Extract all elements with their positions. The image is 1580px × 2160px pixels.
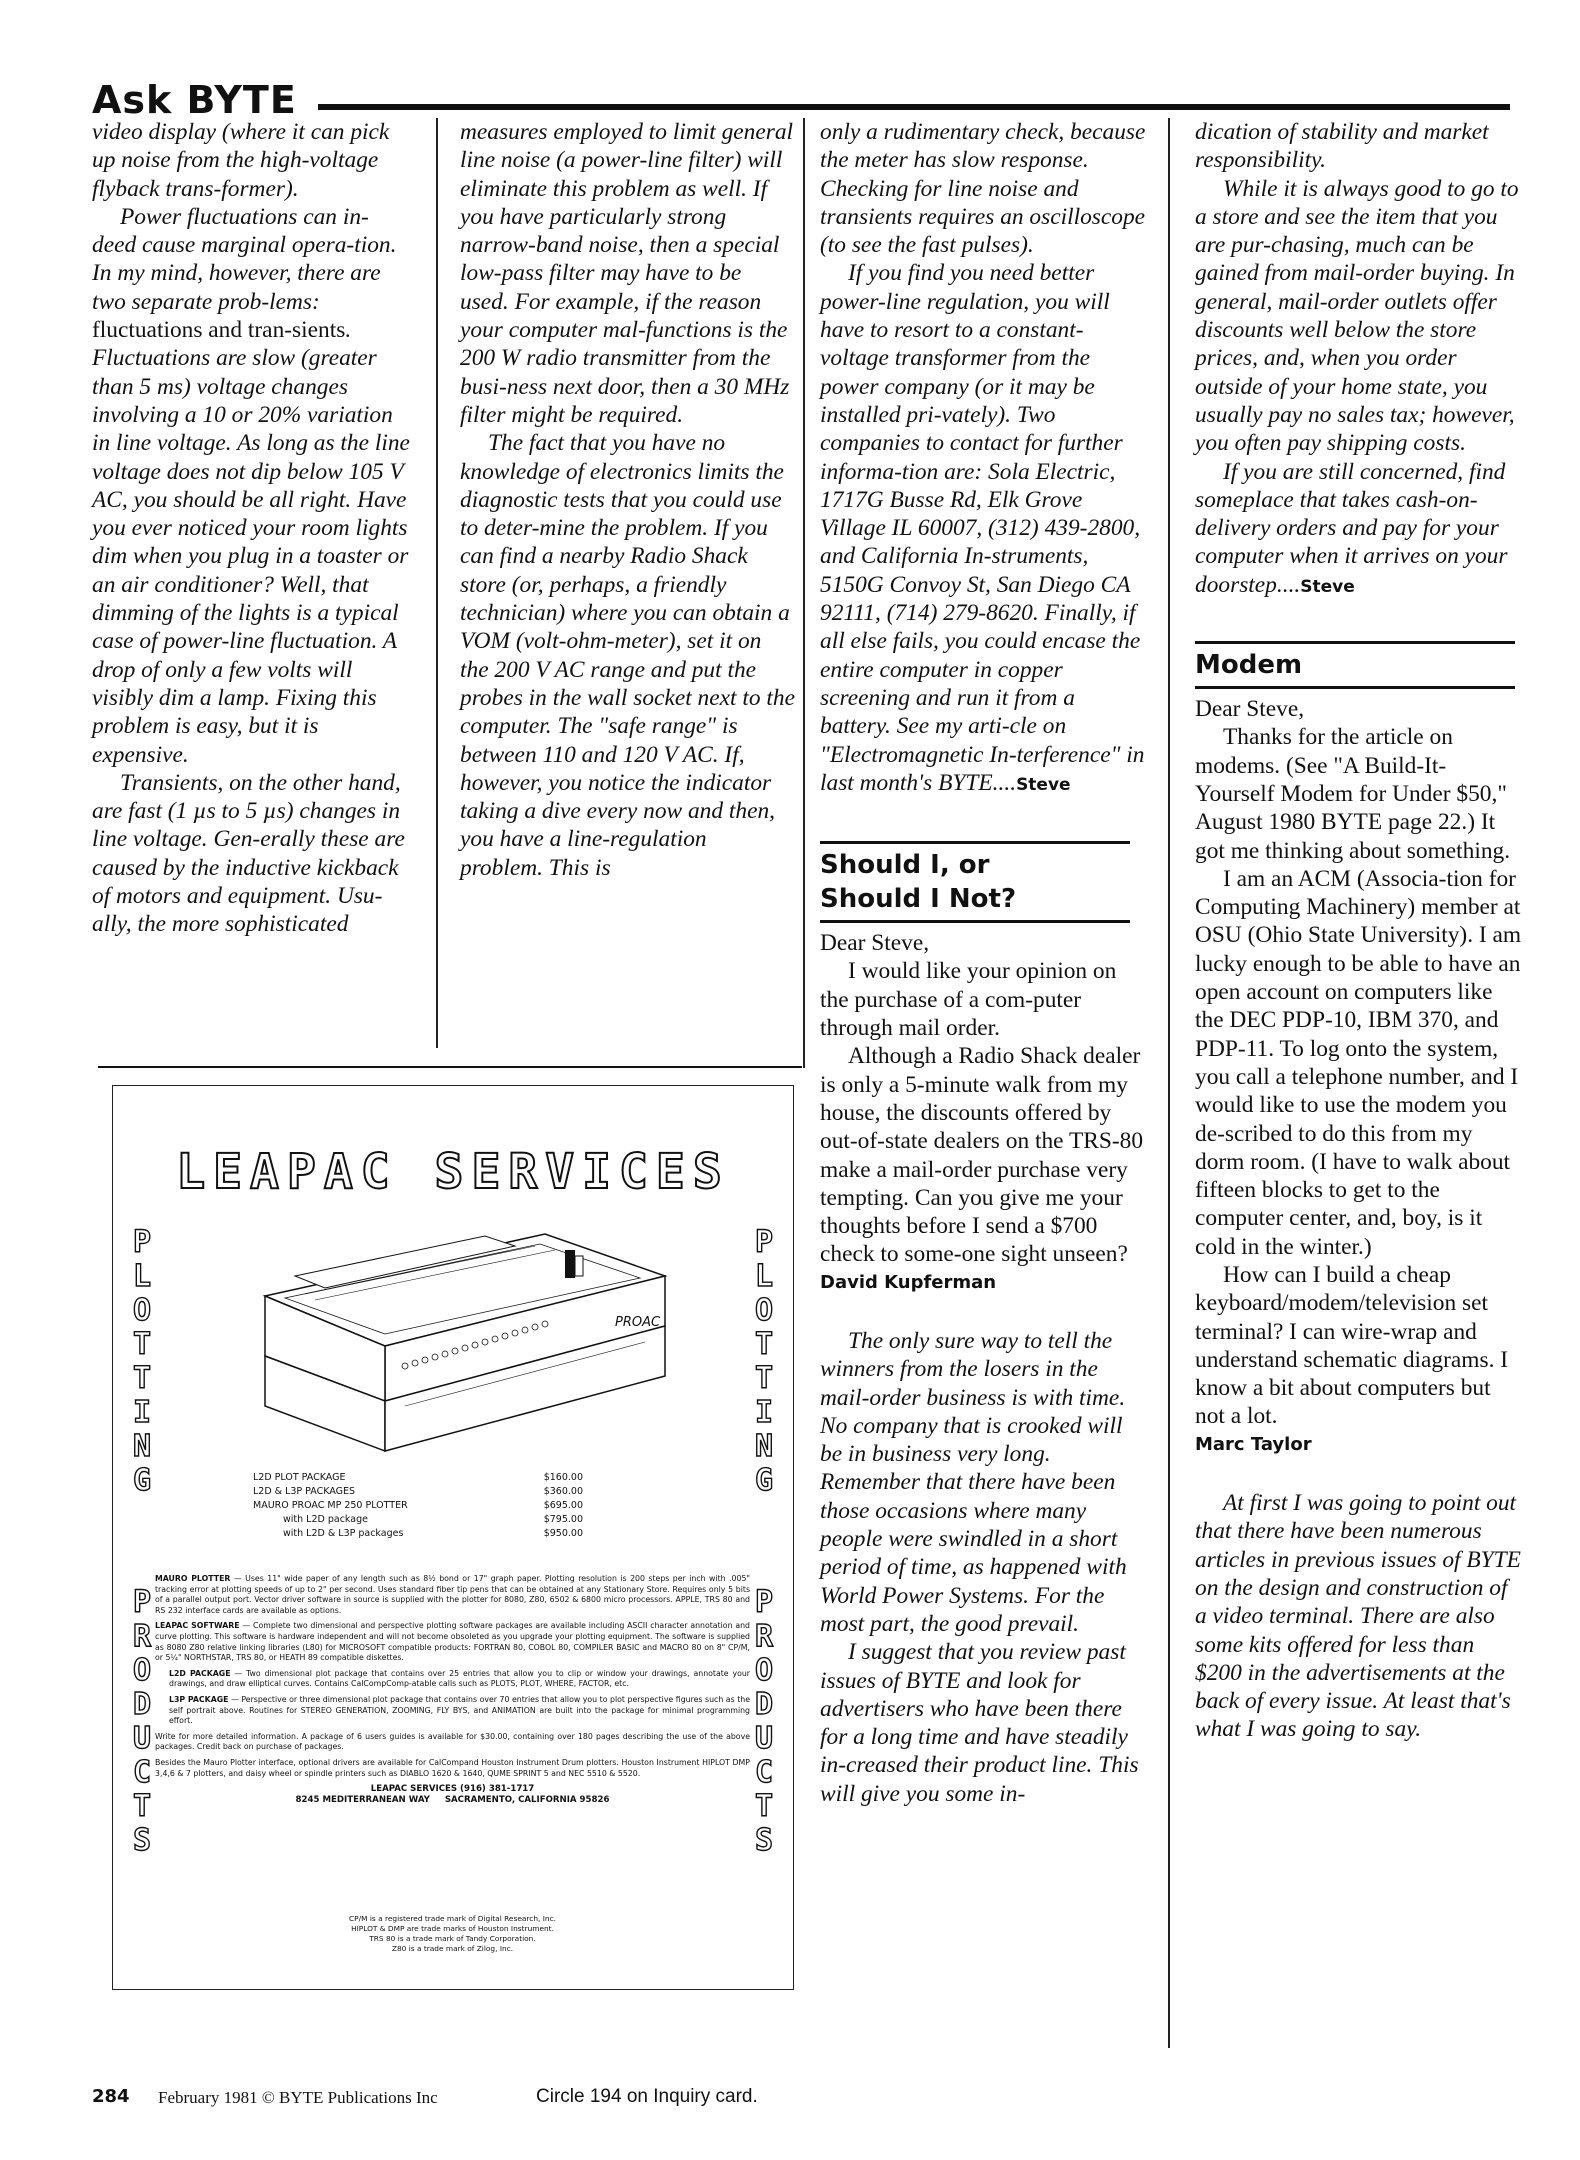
price-row xyxy=(253,1471,583,1485)
ad-label: MAURO PLOTTER xyxy=(155,1574,231,1583)
ad-side-letter: O xyxy=(132,1293,152,1328)
column-divider xyxy=(803,118,805,1068)
paragraph: I suggest that you review past issues of BYTE and look for advertisers who have been there for a long time and have steadily in-creased their product line. This will give you some in- xyxy=(820,1639,1139,1807)
ad-address xyxy=(155,1784,750,1805)
ad-side-letter: D xyxy=(132,1687,152,1722)
ad-paragraph xyxy=(155,1695,750,1727)
price-item-price: $950.00 xyxy=(543,1528,583,1539)
ad-side-letter: P xyxy=(132,1225,152,1260)
ad-text: — Perspective or three dimensional plot package that contains over 70 entries that allow you to plot perspective figures such as the self portrait above. Routines for STEREO GENERATION, ZOOMING, FLY BYS, and ANIMATION are built into the package for minimal programming effort. xyxy=(169,1694,751,1726)
ad-text: — Uses 11" wide paper of any length such as 8½ bond or 17" graph paper. Plotting resolution is 200 steps per inch with .005" tracking error at plotting speeds of up to 2" per second. Uses standard fiber tip pens that can be obtained at any Stationary Store. Requires only 5 bits of a parallel output port. Vector driver software in source is supplied with the plotter for 8080, Z80, 6502 & 6800 micro processors. APPLE, TRS 80 and RS 232 interface cards are available as options. xyxy=(155,1574,750,1615)
ad-side-letter: R xyxy=(754,1619,774,1654)
ad-side-letter: C xyxy=(132,1755,152,1790)
price-item-price: $795.00 xyxy=(543,1514,583,1525)
signature: Steve xyxy=(1016,774,1071,795)
header-rule xyxy=(318,104,1510,110)
ad-side-letter: P xyxy=(754,1585,774,1620)
ad-text: — Two dimensional plot package that contains over 25 entries that allow you to clip or window your drawings, annotate your drawings, and draw elliptical curves. Contains CalCompComp-atable calls such as PLOTS, PLOT, WHERE, FACTOR, etc. xyxy=(169,1668,750,1689)
text-run: Power fluctuations can in-deed cause marginal opera-tion. In my mind, however, there are two separate prob-lems: xyxy=(92,203,397,315)
ad-side-letter: U xyxy=(754,1721,774,1756)
paragraph: only a rudimentary check, because the meter has slow response. Checking for line noise and transients requires an oscilloscope (to see the fast pulses). xyxy=(820,119,1146,259)
ad-side-letter: T xyxy=(132,1327,152,1362)
advertisement xyxy=(112,1085,794,1990)
page-number: 284 xyxy=(92,2086,130,2107)
ad-side-letter: L xyxy=(754,1259,774,1294)
paragraph: measures employed to limit general line noise (a power-line filter) will eliminate this problem as well. If you have particularly strong narrow-band noise, then a special low-pass filter may have to be used. For example, if the reason your computer mal-functions is the 200 W radio transmitter from the busi-ness next door, then a 30 MHz filter might be required. xyxy=(460,119,794,428)
paragraph: While it is always good to go to a store and see the item that you are pur-chasing, much can be gained from mail-order buying. In general, mail-order outlets offer discounts well below the store prices, and, when you order outside of your home state, you usually pay no sales tax; however, you often pay shipping costs. xyxy=(1195,175,1519,457)
ad-paragraph xyxy=(155,1574,750,1616)
price-item-name: L2D PLOT PACKAGE xyxy=(253,1472,346,1483)
letter-author: David Kupferman xyxy=(820,1271,997,1293)
heading-line: Should I Not? xyxy=(820,884,1017,915)
text-run: fluctuations and tran-sients xyxy=(92,317,346,344)
paragraph: Transients, on the other hand, are fast (1 µs to 5 µs) changes in line voltage. Gen-erally these are caused by the inductive kickback of motors and equipment. Usu-ally, the more sophisticated xyxy=(92,769,405,938)
ad-side-letter: T xyxy=(132,1789,152,1824)
text-run: If you find you need better power-line regulation, you will have to resort to a constant-voltage transformer from the power company (or it may be installed pri-vately). Two companies to contact for further informa-tion are: Sola Electric, 1717G Busse Rd, Elk Grove Village IL 60007, (312) 439-2800, and California In-struments, 5150G Convoy St, San Diego CA 92111, (714) 279-8620. Finally, if all else fails, you could encase the entire computer in copper screening and run it from a battery. See my arti-cle on "Electromagnetic In-terference" in last month's BYTE.... xyxy=(820,260,1145,796)
plotter-brand: PROAC xyxy=(615,1315,661,1330)
trademark-line: Z80 is a trade mark of Zilog, Inc. xyxy=(391,1944,514,1953)
column-divider xyxy=(436,118,438,1048)
trademark-line: TRS 80 is a trade mark of Tandy Corporation. xyxy=(369,1934,536,1943)
paragraph: The fact that you have no knowledge of electronics limits the diagnostic tests that you could use to deter-mine the problem. If you can find a nearby Radio Shack store (or, perhaps, a friendly technician) where you can obtain a VOM (volt-ohm-meter), set it on the 200 V AC range and put the probes in the wall socket next to the computer. The "safe range" is between 110 and 120 V AC. If, however, you notice the indicator taking a dive every now and then, you have a line-regulation problem. This is xyxy=(460,430,795,881)
inquiry-card-note: Circle 194 on Inquiry card. xyxy=(536,2086,758,2107)
price-row xyxy=(253,1513,583,1527)
ad-side-letter: O xyxy=(754,1653,774,1688)
ad-paragraph: Write for more detailed information. A package of 6 users guides is available for $30.00, containing over 180 pages describing the use of the above packages. Credit back on purchase of packages. xyxy=(155,1731,750,1752)
ad-label: L3P PACKAGE xyxy=(169,1694,229,1704)
paragraph: dication of stability and market responsibility. xyxy=(1195,119,1489,174)
letter-author: Marc Taylor xyxy=(1195,1433,1312,1455)
ad-trademarks xyxy=(155,1914,750,1954)
ad-side-letter: L xyxy=(132,1259,152,1294)
letter-heading xyxy=(1195,641,1515,689)
ad-label: LEAPAC SOFTWARE xyxy=(155,1621,240,1631)
ad-side-letter: G xyxy=(132,1463,152,1498)
ad-side-letter: N xyxy=(132,1429,152,1464)
signature: Steve xyxy=(1300,576,1355,597)
ad-side-word-left-2 xyxy=(127,1586,157,1858)
paragraph: Although a Radio Shack dealer is only a 5-minute walk from my house, the discounts offered by out-of-state dealers on the TRS-80 make a mail-order purchase very tempting. Can you give me your thoughts before I send a $700 check to some-one sight unseen? xyxy=(820,1043,1144,1268)
paragraph: Thanks for the article on modems. (See "A Build-It-Yourself Modem for Under $50," August 1980 BYTE page 22.) It got me thinking about something. xyxy=(1195,724,1511,864)
ad-label: L2D PACKAGE xyxy=(169,1668,231,1678)
ad-side-letter: N xyxy=(754,1429,774,1464)
ad-text: — Complete two dimensional and perspective plotting software packages are available including ASCII character annotation and curve plotting. This software is hardware independent and will not become obsoleted as you upgrade your plotting equipment. The software is supplied as 8080 Z80 relative linking libraries (L80) for MICROSOFT compatible products: FORTRAN 80, COBOL 80, COMPILER BASIC and MACRO 80 on 8" CP/M, or 5¼" NORTHSTAR, TRS 80, or HEATH 89 compatible diskettes. xyxy=(155,1621,750,1663)
ad-side-letter: C xyxy=(754,1755,774,1790)
column-1 xyxy=(92,118,412,939)
ad-side-letter: R xyxy=(132,1619,152,1654)
ad-side-letter: O xyxy=(132,1653,152,1688)
paragraph xyxy=(92,203,412,769)
heading-line: Should I, or xyxy=(820,850,990,881)
price-item-name: L2D & L3P PACKAGES xyxy=(253,1486,356,1497)
ad-side-letter: D xyxy=(754,1687,774,1722)
paragraph: The only sure way to tell the winners from the losers in the mail-order business is with time. No company that is crooked will be in business very long. Remember that there have been those occasions where many people were swindled in a short period of time, as happened with World Power Systems. For the most part, the good prevail. xyxy=(820,1327,1127,1637)
paragraph: video display (where it can pick up noise from the high-voltage flyback trans-former). xyxy=(92,119,390,202)
ad-side-letter: T xyxy=(754,1789,774,1824)
ad-paragraph: Besides the Mauro Plotter interface, optional drivers are available for CalCompand Houston Instrument Drum plotters. Houston Instrument HIPLOT DMP 3,4,6 & 7 plotters, and daisy wheel or spindle printers such as DIABLO 1620 & 1640, QUME SPRINT 5 and NEC 5510 & 5520. xyxy=(155,1757,750,1778)
ad-side-letter: I xyxy=(132,1395,152,1430)
ad-paragraph xyxy=(155,1621,750,1663)
price-item-price: $695.00 xyxy=(543,1500,583,1511)
ad-side-letter: U xyxy=(132,1721,152,1756)
paragraph: How can I build a cheap keyboard/modem/television set terminal? I can wire-wrap and understand schematic diagrams. I know a bit about computers but not a lot. xyxy=(1195,1261,1509,1430)
ad-side-word-right xyxy=(749,1226,779,1498)
text-run: If you are still concerned, find someplace that takes cash-on-delivery orders and pay for your computer when it arrives on your doorstep.... xyxy=(1195,458,1508,598)
price-row xyxy=(253,1499,583,1513)
ad-address-line: LEAPAC SERVICES (916) 381-1717 xyxy=(370,1784,535,1795)
section-title: Ask BYTE xyxy=(92,78,297,122)
ad-side-letter: G xyxy=(754,1463,774,1498)
ad-paragraph xyxy=(155,1669,750,1690)
column-3 xyxy=(820,118,1150,1808)
ad-side-word-right-2 xyxy=(749,1586,779,1858)
paragraph: I would like your opinion on the purchase of a com-puter through mail order. xyxy=(820,958,1117,1042)
paragraph: I am an ACM (Associa-tion for Computing Machinery) member at OSU (Ohio State University). I am lucky enough to be able to have an open account on computers like the DEC PDP-10, IBM 370, and PDP-11. To log onto the system, you call a telephone number, and I would like to use the modem you de-scribed to do this from my dorm room. (I have to walk about fifteen blocks to get to the computer center, and, boy, is it cold in the winter.) xyxy=(1195,865,1522,1260)
trademark-line: CP/M is a registered trade mark of Digital Research, Inc. xyxy=(348,1914,556,1923)
letter-greeting: Dear Steve, xyxy=(820,930,930,957)
ad-side-letter: T xyxy=(132,1361,152,1396)
price-item-name: with L2D & L3P packages xyxy=(283,1528,404,1539)
trademark-line: HIPLOT & DMP are trade marks of Houston Instrument. xyxy=(351,1924,554,1933)
paragraph xyxy=(820,259,1150,799)
price-table xyxy=(253,1471,583,1541)
publication-line: February 1981 © BYTE Publications Inc xyxy=(158,2088,438,2107)
ad-address-line: 8245 MEDITERRANEAN WAY SACRAMENTO, CALIFORNIA 95826 xyxy=(295,1794,610,1805)
letter-heading xyxy=(820,841,1130,923)
heading-line: Modem xyxy=(1195,650,1303,681)
letter-greeting: Dear Steve, xyxy=(1195,696,1305,723)
column-2 xyxy=(460,118,795,882)
ad-side-letter: S xyxy=(754,1823,774,1858)
ad-side-letter: P xyxy=(754,1225,774,1260)
ad-side-letter: T xyxy=(754,1327,774,1362)
ad-side-letter: I xyxy=(754,1395,774,1430)
plotter-illustration xyxy=(245,1206,675,1456)
text-run: . Fluctuations are slow (greater than 5 ms) voltage changes involving a 10 or 20% variation in line voltage. As long as the line voltage does not dip below 105 V AC, you should be all right. Have you ever noticed your room lights dim when you plug in a toaster or an air conditioner? Well, that dimming of the lights is a typical case of power-line fluctuation. A drop of only a few volts will visibly dim a lamp. Fixing this problem is easy, but it is expensive. xyxy=(92,317,410,768)
price-item-name: MAURO PROAC MP 250 PLOTTER xyxy=(253,1500,408,1511)
column-divider xyxy=(1168,118,1170,2048)
price-item-name: with L2D package xyxy=(283,1514,368,1525)
paragraph xyxy=(1195,458,1525,601)
ad-title: LEAPAC SERVICES xyxy=(176,1144,730,1200)
ad-side-letter: P xyxy=(132,1585,152,1620)
column-4 xyxy=(1195,118,1525,1744)
price-row xyxy=(253,1527,583,1541)
price-row xyxy=(253,1485,583,1499)
ad-side-letter: O xyxy=(754,1293,774,1328)
ad-side-letter: S xyxy=(132,1823,152,1858)
ad-side-letter: T xyxy=(754,1361,774,1396)
price-item-price: $160.00 xyxy=(543,1472,583,1483)
paragraph: At first I was going to point out that there have been numerous articles in previous issues of BYTE on the design and construction of a video terminal. There are also some kits offered for less than $200 in the advertisements at the back of every issue. At least that's what I was going to say. xyxy=(1195,1490,1521,1743)
ad-side-word-left xyxy=(127,1226,157,1498)
ad-body xyxy=(155,1574,750,1805)
ad-top-rule xyxy=(98,1066,802,1068)
price-item-price: $360.00 xyxy=(543,1486,583,1497)
